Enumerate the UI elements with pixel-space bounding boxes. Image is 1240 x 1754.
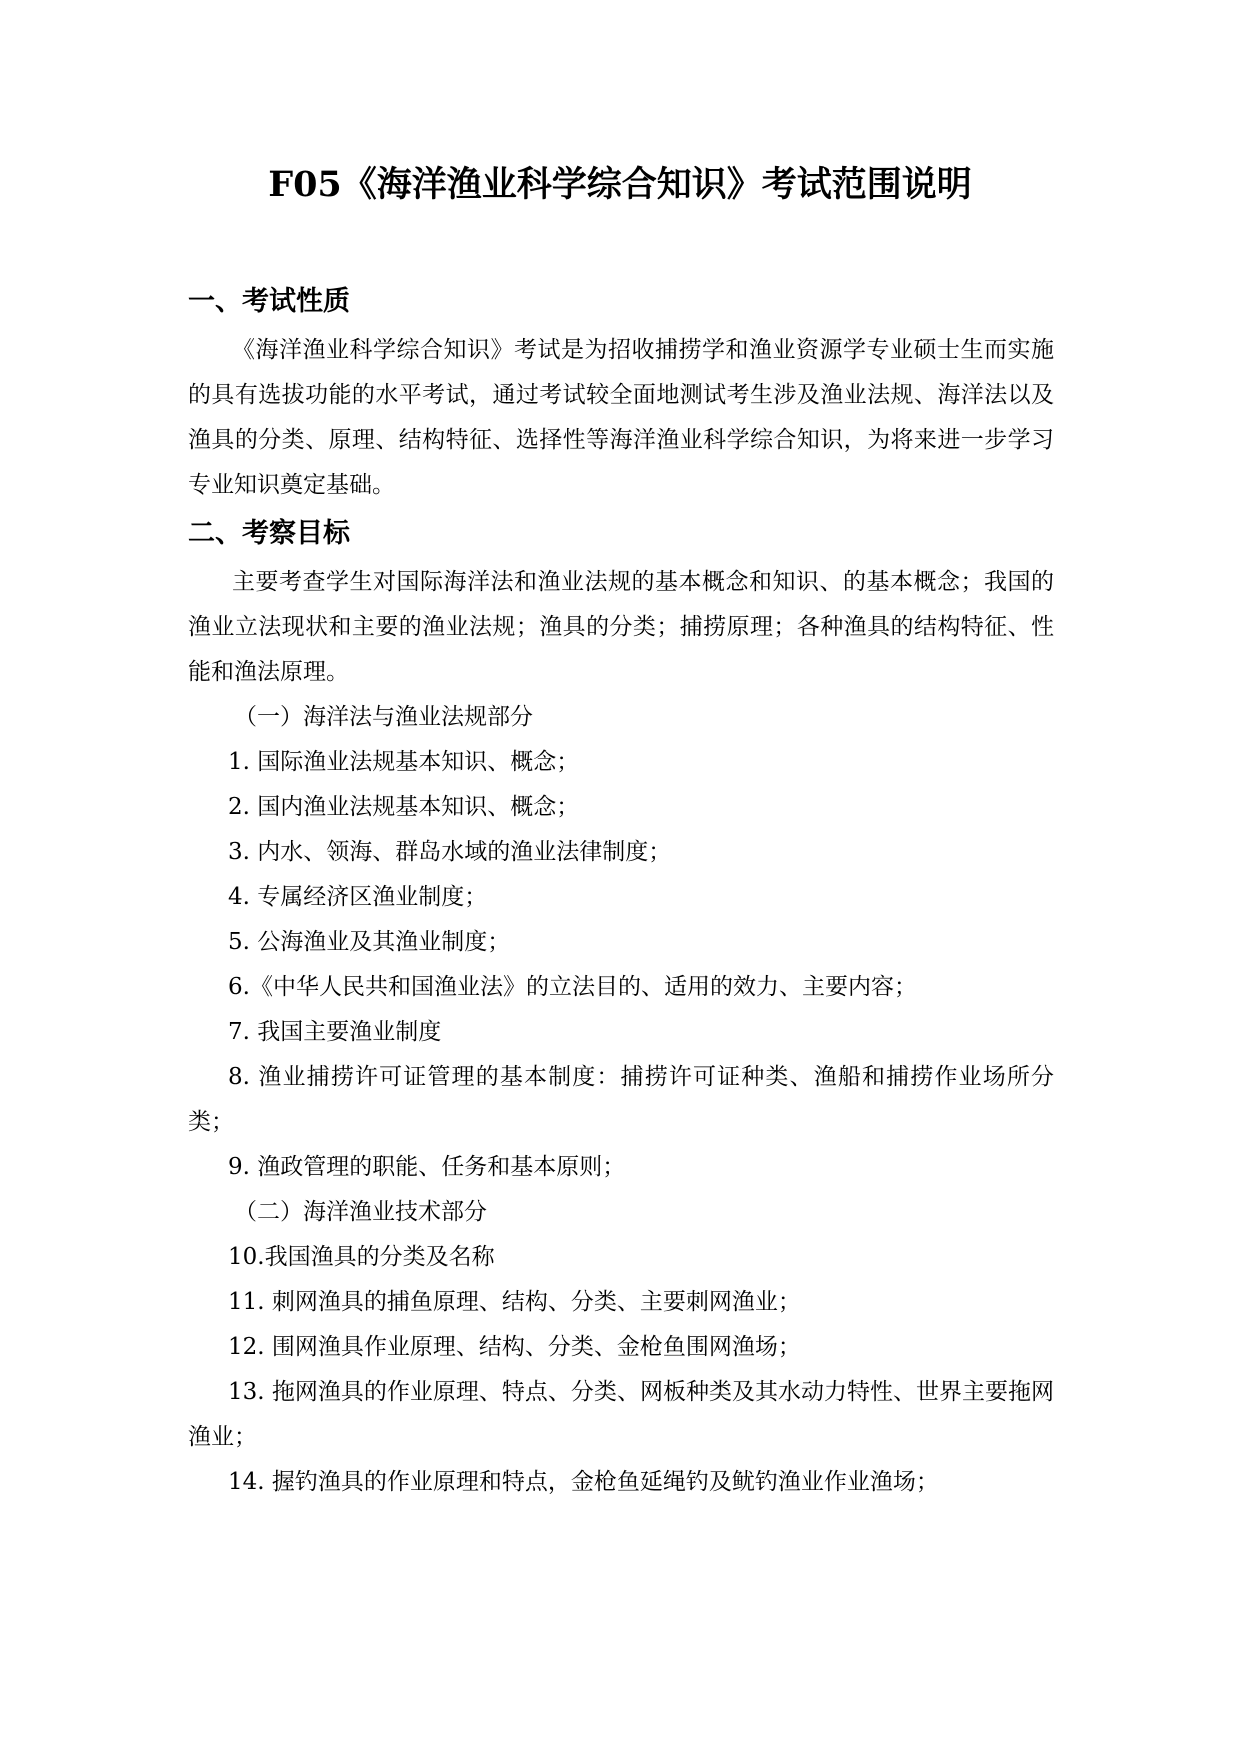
list-item: 3. 内水、领海、群岛水域的渔业法律制度； — [228, 839, 672, 865]
list-item: 8. 渔业捕捞许可证管理的基本制度：捕捞许可证种类、渔船和捕捞作业场所分类； — [188, 1064, 1054, 1135]
subsection-heading-technology: （二）海洋渔业技术部分 — [234, 1199, 487, 1225]
subsection-heading-law: （一）海洋法与渔业法规部分 — [234, 704, 533, 730]
list-item: 5. 公海渔业及其渔业制度； — [228, 929, 511, 955]
list-item: 4. 专属经济区渔业制度； — [228, 884, 488, 910]
document-body — [188, 276, 1054, 1505]
list-item: 14. 握钓渔具的作业原理和特点，金枪鱼延绳钓及鱿钓渔业作业渔场； — [228, 1469, 939, 1495]
list-item: 6.《中华人民共和国渔业法》的立法目的、适用的效力、主要内容； — [228, 974, 917, 1000]
section-paragraph-exam-nature: 《海洋渔业科学综合知识》考试是为招收捕捞学和渔业资源学专业硕士生而实施的具有选拔功能的水平考试，通过考试较全面地测试考生涉及渔业法规、海洋法以及渔具的分类、原理、结构特征、选择性等海洋渔业科学综合知识，为将来进一步学习专业知识奠定基础。 — [188, 337, 1054, 498]
list-item: 2. 国内渔业法规基本知识、概念； — [228, 794, 580, 820]
section-paragraph-exam-objectives: 主要考查学生对国际海洋法和渔业法规的基本概念和知识、的基本概念；我国的渔业立法现状和主要的渔业法规；渔具的分类；捕捞原理；各种渔具的结构特征、性能和渔法原理。 — [188, 569, 1054, 685]
list-item: 13. 拖网渔具的作业原理、特点、分类、网板种类及其水动力特性、世界主要拖网渔业； — [188, 1379, 1054, 1450]
page-title: F05《海洋渔业科学综合知识》考试范围说明 — [268, 164, 972, 205]
list-item: 9. 渔政管理的职能、任务和基本原则； — [228, 1154, 626, 1180]
list-item: 1. 国际渔业法规基本知识、概念； — [228, 749, 580, 775]
list-item: 12. 围网渔具作业原理、结构、分类、金枪鱼围网渔场； — [228, 1334, 801, 1360]
list-item: 7. 我国主要渔业制度 — [228, 1019, 442, 1045]
section-heading-exam-objectives: 二、考察目标 — [188, 518, 350, 549]
list-item: 11. 刺网渔具的捕鱼原理、结构、分类、主要刺网渔业； — [228, 1289, 801, 1315]
section-heading-exam-nature: 一、考试性质 — [188, 286, 350, 317]
list-item: 10.我国渔具的分类及名称 — [228, 1244, 495, 1270]
